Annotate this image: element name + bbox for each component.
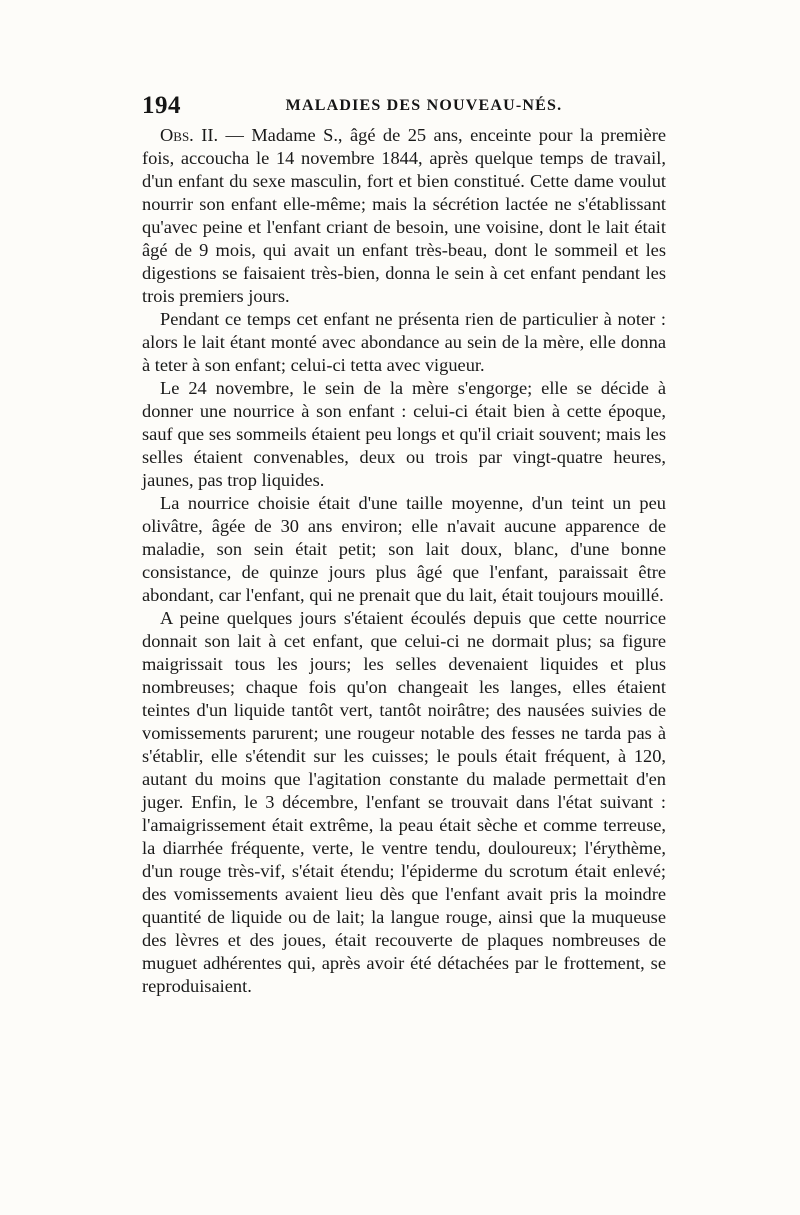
page-header [142, 92, 666, 122]
paragraph-4: A peine quelques jours s'étaient écoulés depuis que cette nourrice donnait son lait à cet enfant, que celui-ci ne dormait plus; sa figure maigrissait tous les jours; les selles devenaient liquides et plus nombreuses; chaque fois qu'on changeait les langes, elles étaient teintes d'un liquide tantôt vert, tantôt noirâtre; des nausées suivies de vomissements parurent; une rougeur notable des fesses ne tarda pas à s'établir, elle s'étendit sur les cuisses; le pouls était fréquent, à 120, autant du moins que l'agitation constante du malade permettait d'en juger. Enfin, le 3 décembre, l'enfant se trouvait dans l'état suivant : l'amaigrissement était extrême, la peau était sèche et comme terreuse, la diarrhée fréquente, verte, le ventre tendu, douloureux; l'érythème, d'un rouge très-vif, s'était étendu; l'épiderme du scrotum était enlevé; des vomissements avaient lieu dès que l'enfant avait pris la moindre quantité de liquide ou de lait; la langue rouge, ainsi que la muqueuse des lèvres et des joues, était recouverte de plaques nombreuses de muguet adhérentes qui, après avoir été détachées par le frottement, se reproduisaient. [142, 608, 666, 996]
page-number: 194 [142, 92, 181, 119]
observation-opening-text: — Madame S., âgé de 25 ans, enceinte pour la première fois, accoucha le 14 novembre 1844, après quelque temps de travail, d'un enfant du sexe masculin, fort et bien constitué. Cette dame voulut nourrir son enfant elle-même; mais la sécrétion lactée ne s'établissant qu'avec peine et l'enfant criant de besoin, une voisine, dont le lait était âgé de 9 mois, qui avait un enfant très-beau, dont le sommeil et les digestions se faisaient très-bien, donna le sein à cet enfant pendant les trois premiers jours. [142, 125, 666, 306]
paragraph-3: La nourrice choisie était d'une taille moyenne, d'un teint un peu olivâtre, âgée de 30 ans environ; elle n'avait aucune apparence de maladie, son sein était petit; son lait doux, blanc, d'une bonne consistance, de quinze jours plus âgé que l'enfant, paraissait être abondant, car l'enfant, qui ne prenait que du lait, était toujours mouillé. [142, 493, 666, 605]
observation-paragraph [142, 124, 666, 308]
observation-label: Obs. II. [160, 125, 219, 145]
running-title: MALADIES DES NOUVEAU-NÉS. [285, 97, 563, 114]
paragraph-2: Le 24 novembre, le sein de la mère s'engorge; elle se décide à donner une nourrice à son enfant : celui-ci était bien à cette époque, sauf que ses sommeils étaient peu longs et qu'il criait souvent; mais les selles étaient convenables, deux ou trois par vingt-quatre heures, jaunes, pas trop liquides. [142, 378, 666, 490]
paragraph-1: Pendant ce temps cet enfant ne présenta rien de particulier à noter : alors le lait étant monté avec abondance au sein de la mère, elle donna à teter à son enfant; celui-ci tetta avec vigueur. [142, 309, 666, 375]
body-text [142, 124, 666, 998]
